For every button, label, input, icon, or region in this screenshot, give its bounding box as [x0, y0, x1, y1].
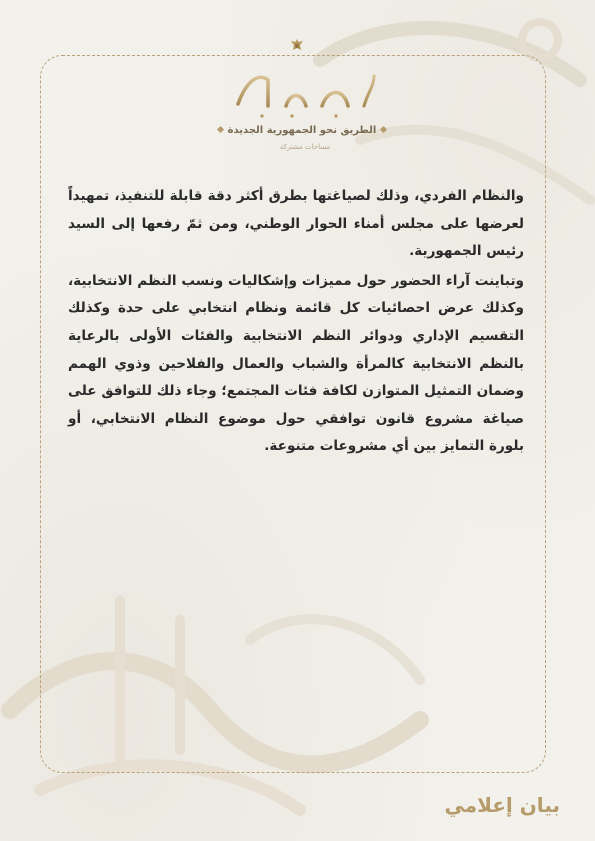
- media-statement-label: بيان إعلامي: [444, 793, 560, 817]
- diamond-icon: [380, 125, 387, 132]
- tagline: [200, 125, 404, 136]
- statement-body: [68, 183, 524, 461]
- tagline-text: الطريق نحو الجمهورية الجديدة: [227, 125, 377, 136]
- paragraph: والنظام الفردي، وذلك لصياغتها بطرق أكثر دقة قابلة للتنفيذ، تمهيداً لعرضها على مجلس أمناء الحوار الوطني، ومن ثمّ رفعها إلى السيد رئيس الجمهورية.: [68, 188, 524, 260]
- national-dialogue-logo: [228, 62, 376, 120]
- eagle-crest-icon: [289, 38, 305, 54]
- paragraph: وتباينت آراء الحضور حول مميزات وإشكاليات ونسب النظم الانتخابية، وكذلك عرض احصائيات كل قائمة ونظام انتخابي على حدة وكذلك التقسيم الإداري ودوائر النظم الانتخابية والفئات الأولى بالرعاية بالنظم الانتخابية كالمرأة والشباب والعمال والفلاحين وذوي الهمم وضمان التمثيل المتوازن لكافة فئات المجتمع؛ وجاء ذلك للتوافق على صياغة مشروع قانون توافقي حول موضوع النظام الانتخابي، أو بلورة التمايز بين أي مشروعات متنوعة.: [68, 272, 524, 455]
- diamond-icon: [217, 125, 224, 132]
- subtagline: مساحات مشتركة: [279, 143, 331, 151]
